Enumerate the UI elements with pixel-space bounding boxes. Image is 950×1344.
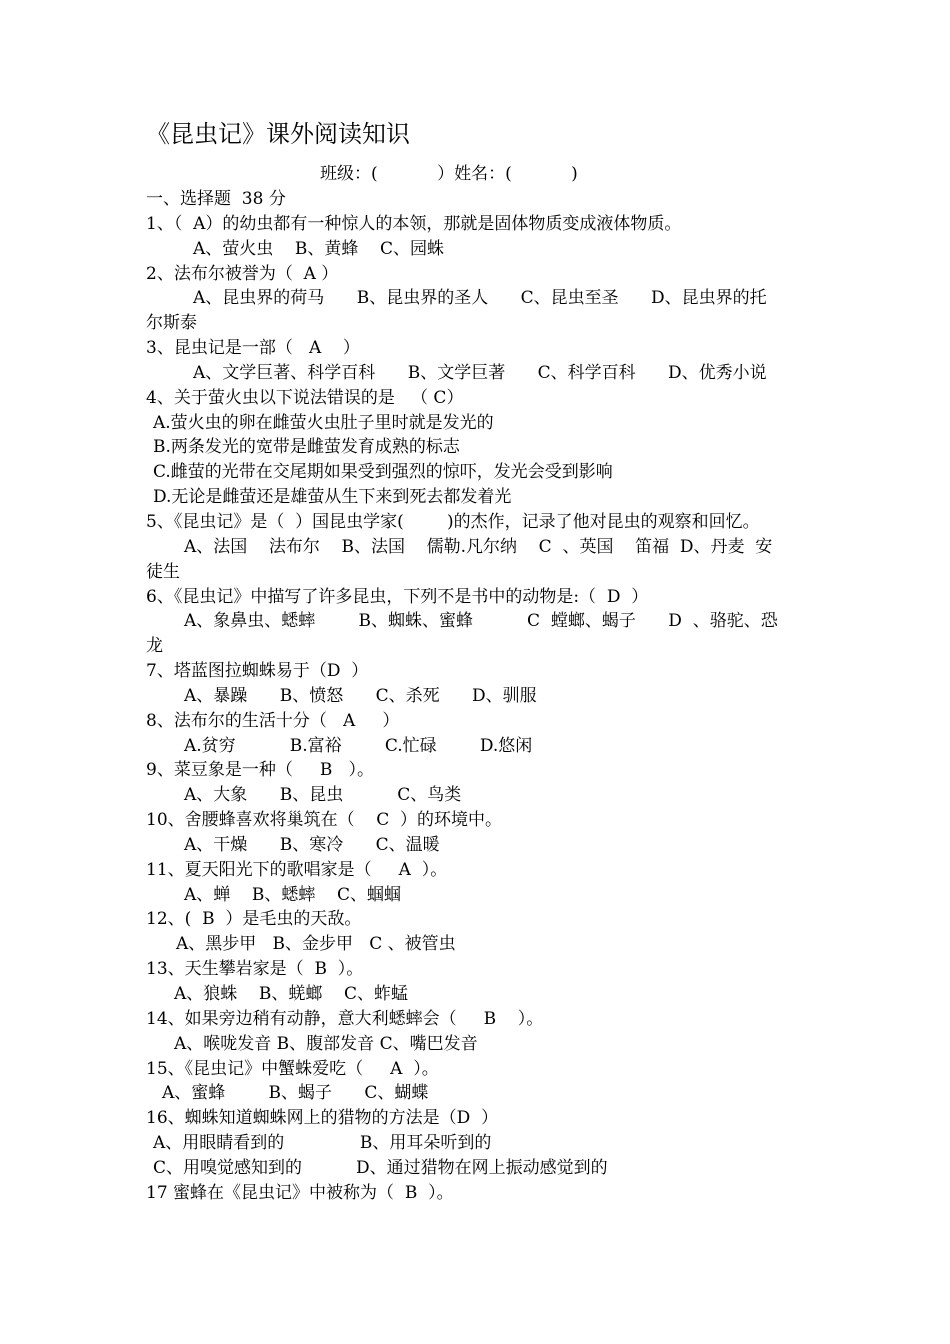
text-line: 10、舍腰蜂喜欢将巢筑在（ C ）的环境中。	[146, 810, 503, 831]
text-line: 龙	[146, 636, 163, 657]
text-line: C.雌萤的光带在交尾期如果受到强烈的惊吓，发光会受到影响	[153, 462, 613, 483]
text-line: A、法国 法布尔 B、法国 儒勒.凡尔纳 C 、英国 笛福 D、丹麦 安	[184, 536, 773, 557]
text-line: 15、《昆虫记》中蟹蛛爱吃（ A ）。	[146, 1058, 439, 1079]
text-line: 8、法布尔的生活十分（ A ）	[146, 710, 400, 731]
text-line: A、蜜蜂 B、蝎子 C、蝴蝶	[162, 1083, 429, 1104]
text-line: A.贫穷 B.富裕 C.忙碌 D.悠闲	[184, 735, 533, 756]
text-line: A.萤火虫的卵在雌萤火虫肚子里时就是发光的	[153, 412, 494, 433]
text-line: 17 蜜蜂在《昆虫记》中被称为（ B ）。	[146, 1182, 454, 1203]
text-line: B.两条发光的宽带是雌萤发育成熟的标志	[153, 437, 460, 458]
text-line: 一、选择题 38 分	[146, 189, 286, 209]
text-line: A、大象 B、昆虫 C、鸟类	[184, 785, 462, 806]
text-line: 9、菜豆象是一种（ B ）。	[146, 760, 375, 781]
text-line: A、黑步甲 B、金步甲 C 、被管虫	[176, 934, 456, 955]
text-line: 徒生	[146, 561, 180, 582]
text-line: 尔斯泰	[146, 313, 197, 334]
text-line: A、蝉 B、蟋蟀 C、蝈蝈	[184, 884, 402, 905]
text-line: 4、关于萤火虫以下说法错误的是 （ C）	[146, 387, 464, 408]
text-line: 16、蜘蛛知道蜘蛛网上的猎物的方法是（D ）	[146, 1108, 499, 1129]
text-line: A、用眼睛看到的 B、用耳朵听到的	[153, 1133, 492, 1154]
text-line: 14、如果旁边稍有动静，意大利蟋蟀会（ B ）。	[146, 1008, 544, 1029]
text-line: 1、（ A）的幼虫都有一种惊人的本领，那就是固体物质变成液体物质。	[146, 213, 682, 234]
text-line: 5、《昆虫记》是（ ）国昆虫学家( )的杰作，记录了他对昆虫的观察和回忆。	[146, 511, 760, 532]
document-title: 《昆虫记》课外阅读知识	[146, 120, 410, 148]
text-line: 2、法布尔被誉为（ A ）	[146, 263, 339, 284]
text-line: 11、夏天阳光下的歌唱家是（ A ）。	[146, 859, 448, 880]
text-line: C、用嗅觉感知到的 D、通过猎物在网上振动感觉到的	[153, 1157, 608, 1178]
text-line: A、象鼻虫、蟋蟀 B、蜘蛛、蜜蜂 C 螳螂、蝎子 D 、骆驼、恐	[184, 611, 778, 632]
text-line: A、暴躁 B、愤怒 C、杀死 D、驯服	[184, 685, 537, 706]
text-line: 3、昆虫记是一部（ A ）	[146, 338, 360, 359]
text-line: A、昆虫界的荷马 B、昆虫界的圣人 C、昆虫至圣 D、昆虫界的托	[193, 288, 767, 309]
text-line: 12、( B ）是毛虫的天敌。	[146, 909, 362, 930]
text-line: A、狼蛛 B、蜣螂 C、蚱蜢	[174, 984, 409, 1004]
text-line: 13、天生攀岩家是（ B ）。	[146, 959, 364, 980]
text-line: 6、《昆虫记》中描写了许多昆虫，下列不是书中的动物是:（ D ）	[146, 586, 649, 607]
text-line: D.无论是雌萤还是雄萤从生下来到死去都发着光	[153, 487, 512, 508]
class-name-line: 班级：( ）姓名：( )	[320, 164, 578, 184]
text-line: 7、塔蓝图拉蜘蛛易于（D ）	[146, 661, 369, 682]
question-list	[0, 187, 950, 1206]
text-line: A、文学巨著、科学百科 B、文学巨著 C、科学百科 D、优秀小说	[193, 362, 767, 383]
text-line: A、喉咙发音 B、腹部发音 C、嘴巴发音	[174, 1033, 478, 1054]
text-line: A、萤火虫 B、黄蜂 C、园蛛	[193, 238, 445, 259]
text-line: A、干燥 B、寒冷 C、温暖	[184, 834, 440, 855]
